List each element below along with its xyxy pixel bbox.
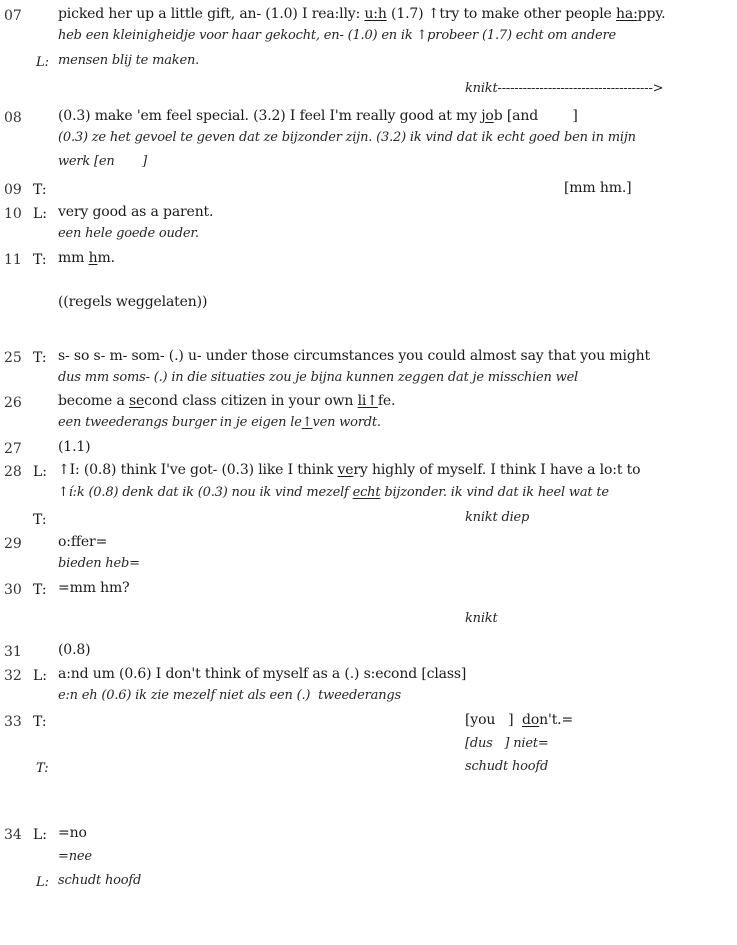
speaker-label: T: <box>33 350 47 366</box>
line-number: 31 <box>4 644 22 660</box>
text-segment: mm <box>58 250 89 266</box>
stressed-segment: se <box>128 393 145 409</box>
text-segment: ((regels weggelaten)) <box>58 294 208 310</box>
translation-line <box>58 29 616 42</box>
line-number: 30 <box>4 582 22 598</box>
translation-line <box>465 82 663 95</box>
translation-line <box>58 131 636 144</box>
speaker-label: L: <box>33 668 48 684</box>
line-number: 07 <box>4 8 22 24</box>
translation-line <box>465 737 549 750</box>
translation-line <box>58 227 199 240</box>
text-segment: very good as a parent. <box>58 204 214 220</box>
translation-line <box>58 874 141 887</box>
text-segment: heb een kleinigheidje voor haar gekocht, en- (1.0) en ik ↑probeer (1.7) echt om andere <box>58 28 616 43</box>
speaker-label: T: <box>33 512 47 528</box>
stressed-segment: do <box>522 712 540 728</box>
translation-line <box>58 486 609 499</box>
line-number: 29 <box>4 536 22 552</box>
text-segment: ppy. <box>637 6 666 22</box>
translation-line <box>58 557 140 570</box>
text-segment: [mm hm.] <box>564 180 632 196</box>
text-segment: bieden heb= <box>58 556 140 571</box>
text-segment: werk [en ] <box>58 154 147 169</box>
stressed-segment: ha: <box>616 6 638 22</box>
text-segment: (0.3) make 'em feel special. (3.2) I feel I'm really good at my <box>58 108 482 124</box>
text-segment: n't.= <box>539 712 574 728</box>
text-segment: bijzonder. ik vind dat ik heel wat te <box>380 485 609 500</box>
stressed-segment: echt <box>352 485 381 500</box>
translation-line <box>465 612 498 625</box>
stressed-segment: li↑ <box>357 393 378 409</box>
utterance-line <box>564 181 631 195</box>
utterance-line <box>58 109 578 123</box>
utterance-line <box>58 394 395 408</box>
text-segment: cond class citizen in your own <box>144 393 358 409</box>
text-segment: =no <box>58 825 87 841</box>
text-segment: (1.7) ↑try to make other people <box>386 6 616 22</box>
speaker-label: T: <box>33 582 47 598</box>
utterance-line <box>58 295 207 309</box>
utterance-line <box>58 643 90 657</box>
utterance-line <box>58 251 115 265</box>
speaker-label: L: <box>33 464 48 480</box>
line-number: 27 <box>4 441 22 457</box>
text-segment: ven wordt. <box>312 415 381 430</box>
utterance-line <box>58 535 107 549</box>
translation-line <box>465 511 529 524</box>
stressed-segment: h <box>88 250 98 266</box>
stressed-segment: ve <box>337 462 354 478</box>
speaker-label: T: <box>33 182 47 198</box>
text-segment: ↑I: (0.8) think I've got- (0.3) like I think <box>58 462 338 478</box>
utterance-line <box>58 581 129 595</box>
stressed-segment: jo <box>481 108 494 124</box>
speaker-label: T: <box>36 761 49 776</box>
speaker-label: L: <box>33 206 48 222</box>
text-segment: een tweederangs burger in je eigen le <box>58 415 302 430</box>
utterance-line <box>465 713 573 727</box>
utterance-line <box>58 349 650 363</box>
text-segment: b [and ] <box>493 108 578 124</box>
line-number: 28 <box>4 464 22 480</box>
text-segment: [dus ] niet= <box>465 736 549 751</box>
text-segment: knikt <box>465 611 498 626</box>
speaker-label: L: <box>33 827 48 843</box>
text-segment: o:ffer= <box>58 534 108 550</box>
text-segment: (0.8) <box>58 642 91 658</box>
text-segment: knikt-------------------------------------> <box>465 81 664 96</box>
utterance-line <box>58 463 640 477</box>
text-segment: =mm hm? <box>58 580 130 596</box>
utterance-line <box>58 7 665 21</box>
translation-line <box>465 760 548 773</box>
translation-line <box>58 371 578 384</box>
line-number: 10 <box>4 206 22 222</box>
line-number: 09 <box>4 182 22 198</box>
line-number: 08 <box>4 110 22 126</box>
utterance-line <box>58 667 466 681</box>
utterance-line <box>58 826 87 840</box>
speaker-label: T: <box>33 714 47 730</box>
text-segment: dus mm soms- (.) in die situaties zou je bijna kunnen zeggen dat je misschien wel <box>58 370 579 385</box>
text-segment: ↑í:k (0.8) denk dat ik (0.3) nou ik vind mezelf <box>58 485 353 500</box>
text-segment: a:nd um (0.6) I don't think of myself as a (.) s:econd [class] <box>58 666 467 682</box>
text-segment: (1.1) <box>58 439 91 455</box>
line-number: 25 <box>4 350 22 366</box>
text-segment: picked her up a little gift, an- (1.0) I rea:lly: <box>58 6 365 22</box>
line-number: 34 <box>4 827 22 843</box>
text-segment: ry highly of myself. I think I have a lo:t to <box>353 462 641 478</box>
utterance-line <box>58 440 90 454</box>
speaker-label: T: <box>33 252 47 268</box>
text-segment: (0.3) ze het gevoel te geven dat ze bijzonder zijn. (3.2) ik vind dat ik echt goed ben in mijn <box>58 130 636 145</box>
speaker-label: L: <box>36 875 50 890</box>
text-segment: schudt hoofd <box>58 873 142 888</box>
translation-line <box>58 155 147 168</box>
translation-line <box>58 850 92 863</box>
text-segment: =nee <box>58 849 92 864</box>
line-number: 33 <box>4 714 22 730</box>
line-number: 26 <box>4 395 22 411</box>
text-segment: knikt diep <box>465 510 530 525</box>
translation-line <box>58 54 199 67</box>
translation-line <box>58 416 381 429</box>
text-segment: [you ] <box>465 712 523 728</box>
text-segment: e:n eh (0.6) ik zie mezelf niet als een (.) tweederangs <box>58 688 401 703</box>
text-segment: fe. <box>377 393 396 409</box>
text-segment: m. <box>97 250 115 266</box>
utterance-line <box>58 205 213 219</box>
speaker-label: L: <box>36 55 50 70</box>
stressed-segment: u:h <box>364 6 387 22</box>
text-segment: become a <box>58 393 129 409</box>
line-number: 32 <box>4 668 22 684</box>
stressed-segment: ↑ <box>301 415 313 430</box>
text-segment: schudt hoofd <box>465 759 549 774</box>
translation-line <box>58 689 401 702</box>
text-segment: een hele goede ouder. <box>58 226 199 241</box>
line-number: 11 <box>4 252 22 268</box>
text-segment: s- so s- m- som- (.) u- under those circumstances you could almost say that you might <box>58 348 650 364</box>
text-segment: mensen blij te maken. <box>58 53 200 68</box>
